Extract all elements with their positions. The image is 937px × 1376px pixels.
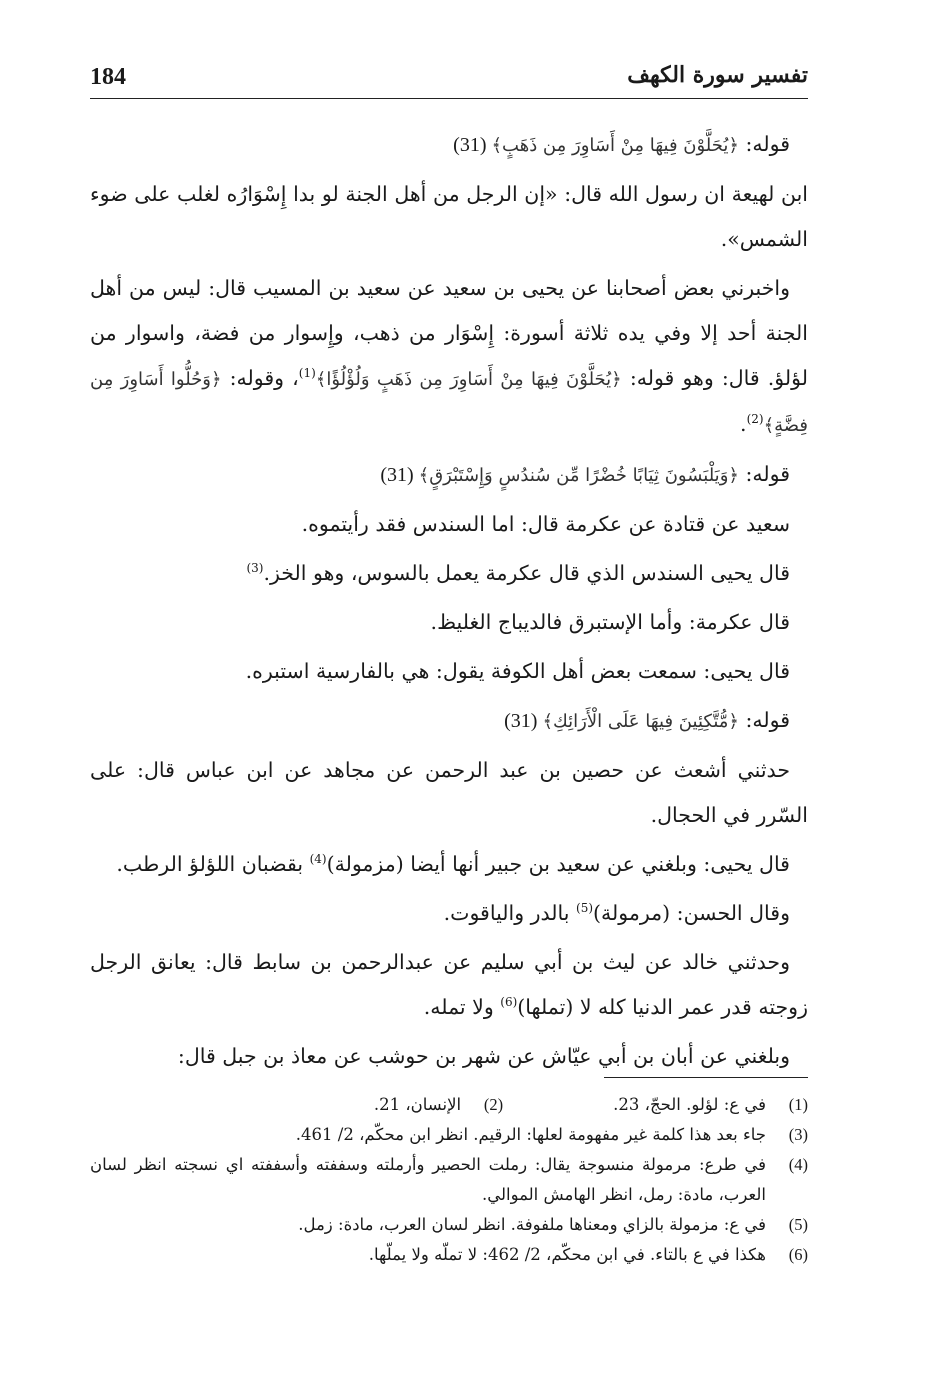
footnote-text: جاء بعد هذا كلمة غير مفهومة لعلها: الرقيم. انظر ابن محكّم، 2/ 461.: [295, 1125, 766, 1144]
footnote-number: (3): [788, 1125, 808, 1144]
footnote-marker: (2): [746, 412, 764, 427]
paragraph-text: قال يحيى: وبلغني عن سعيد بن جبير أنها أيضا (مزمولة): [326, 852, 790, 876]
paragraph: [90, 891, 808, 936]
paragraph: [90, 551, 808, 596]
paragraph: [90, 940, 808, 1030]
paragraph: قال يحيى: سمعت بعض أهل الكوفة يقول: هي بالفارسية استبره.: [245, 659, 790, 683]
running-title: تفسير سورة الكهف: [627, 62, 808, 88]
paragraph: [90, 452, 808, 498]
paragraph: [90, 266, 808, 448]
footnote-row: [90, 1120, 808, 1150]
footnotes: [90, 1090, 808, 1270]
footnote-row: [90, 1240, 808, 1270]
footnote-text: الإنسان، 21.: [373, 1095, 462, 1114]
main-text: [90, 122, 808, 1083]
footnote-marker: (1): [298, 366, 316, 381]
lead-text: قوله:: [738, 708, 790, 732]
footnote-divider: [604, 1077, 808, 1078]
footnote-number: (1): [788, 1095, 808, 1114]
paragraph-text: ولا تمله.: [423, 995, 501, 1019]
paragraph: وبلغني عن أبان بن أبي عيّاش عن شهر بن حوشب عن معاذ بن جبل قال:: [177, 1044, 790, 1068]
page-number: 184: [90, 64, 126, 90]
paragraph: [90, 842, 808, 887]
paragraph-text: قال يحيى السندس الذي قال عكرمة يعمل بالسوس، وهو الخز.: [263, 561, 790, 585]
paragraph-text: بقضبان اللؤلؤ الرطب.: [116, 852, 310, 876]
paragraph: [90, 122, 808, 168]
footnote-marker: (4): [309, 852, 327, 867]
paragraph: سعيد عن قتادة عن عكرمة قال: اما السندس فقد رأيتموه.: [301, 512, 790, 536]
paragraph: قال عكرمة: وأما الإستبرق فالديباج الغليظ.: [430, 610, 790, 634]
lead-text: قوله:: [738, 462, 790, 486]
paragraph-text: ، وقوله:: [221, 366, 299, 390]
footnote-row: [90, 1210, 808, 1240]
quran-verse: ﴿يُحَلَّوْنَ فِيهَا مِنْ أَسَاوِرَ مِن ذَهَبٍ﴾: [491, 135, 739, 156]
footnote-number: (2): [483, 1095, 504, 1114]
quran-verse: ﴿مُّتَّكِئِينَ فِيهَا عَلَى الْأَرَائِكِ﴾: [542, 711, 739, 732]
paragraph-text: واخبرني بعض أصحابنا عن يحيى بن سعيد عن سعيد بن المسيب قال: ليس من أهل الجنة أحد إلا وفي يده ثلاثة أسورة: إِسْوَار من ذهب، وإِسوار من فضة، واسوار من لؤلؤ. قال: وهو قوله:: [90, 276, 808, 390]
footnote-row: [90, 1150, 808, 1210]
footnote-text: في ع: لؤلو. الحجّ، 23.: [613, 1095, 766, 1114]
footnote-text: في ع: مزمولة بالزاي ومعناها ملفوفة. انظر لسان العرب، مادة: زمل.: [298, 1215, 766, 1234]
footnote-number: (6): [788, 1245, 808, 1264]
quran-verse: ﴿وَحُلُّوا أَسَاوِرَ مِن فِضَّةٍ﴾: [90, 369, 808, 436]
quran-verse: ﴿وَيَلْبَسُونَ ثِيَابًا خُضْرًا مِّن سُندُسٍ وَإِسْتَبْرَقٍ﴾: [418, 465, 739, 486]
lead-text: قوله:: [738, 132, 790, 156]
verse-number: (31): [453, 134, 492, 156]
footnote-marker: (3): [246, 561, 264, 576]
paragraph-text: وحدثني خالد عن ليث بن أبي سليم عن عبدالرحمن بن سابط قال: يعانق الرجل زوجته قدر عمر الدنيا كله لا (تملها): [90, 950, 808, 1019]
footnote-text: في طرع: مرمولة منسوجة يقال: رملت الحصير وأرملته وسففته وأسففته اي نسجته انظر لسان العرب، مادة: رمل، انظر الهامش الموالي.: [90, 1155, 766, 1204]
paragraph: حدثني أشعث عن حصين بن عبد الرحمن عن مجاهد عن ابن عباس قال: على السّرر في الحجال.: [90, 758, 808, 827]
paragraph-text: وقال الحسن: (مرمولة): [593, 901, 790, 925]
footnote-text: هكذا في ع بالتاء. في ابن محكّم، 2/ 462: لا تملّه ولا يملّها.: [368, 1245, 766, 1264]
quran-verse: ﴿يُحَلَّوْنَ فِيهَا مِنْ أَسَاوِرَ مِن ذَهَبٍ وَلُؤْلُؤًا﴾: [315, 369, 622, 390]
paragraph-text: .: [740, 412, 747, 436]
footnote-marker: (5): [576, 901, 594, 916]
page-header: [90, 62, 808, 99]
footnote-row: [90, 1090, 808, 1120]
footnote-marker: (6): [500, 995, 518, 1010]
verse-number: (31): [380, 464, 419, 486]
footnote-number: (4): [788, 1155, 808, 1174]
verse-number: (31): [504, 710, 543, 732]
paragraph-text: بالدر والياقوت.: [443, 901, 577, 925]
paragraph: ابن لهيعة ان رسول الله قال: «إن الرجل من أهل الجنة لو بدا إِسْوَارُه لغلب على ضوء الشمس».: [90, 182, 808, 251]
paragraph: [90, 698, 808, 744]
footnote-number: (5): [788, 1215, 808, 1234]
